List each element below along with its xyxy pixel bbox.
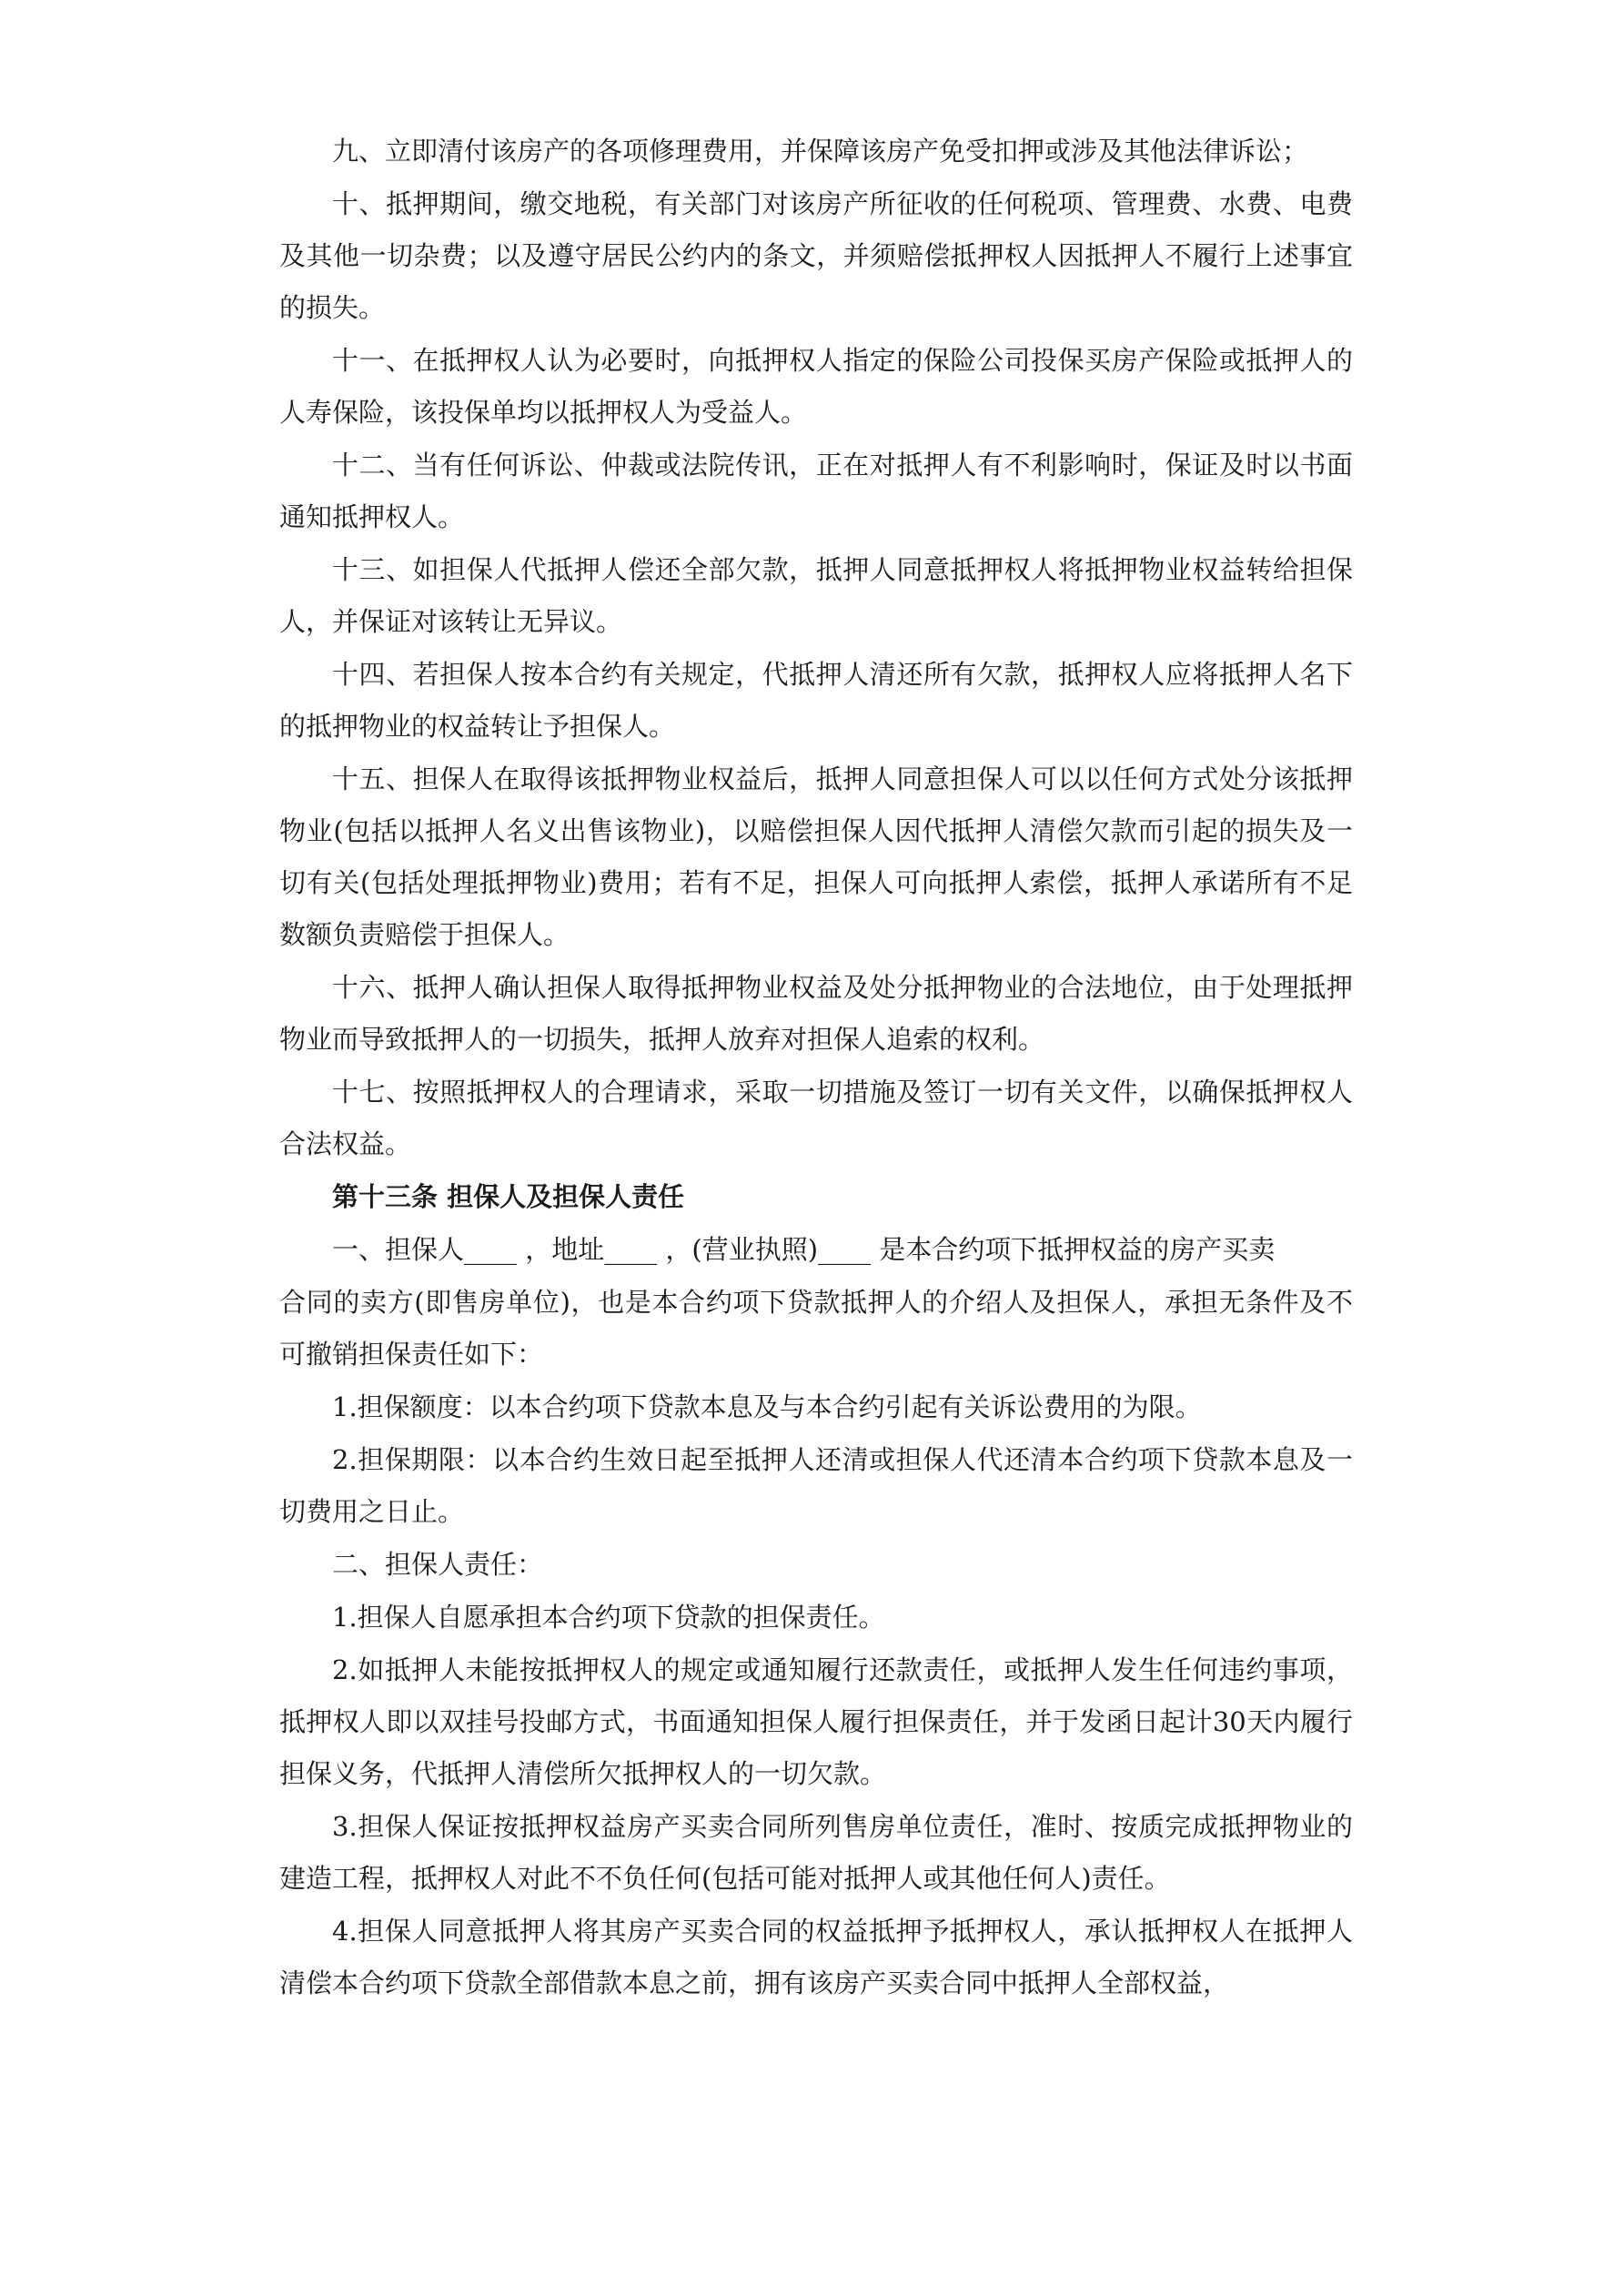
guarantor-responsibility-heading: 二、担保人责任： <box>332 1549 544 1580</box>
paragraph-item-15: 十五、担保人在取得该抵押物业权益后，抵押人同意担保人可以以任何方式处分该抵押物业(包括以抵押人名义出售该物业)，以赔偿担保人因代抵押人清偿欠款而引起的损失及一切有关(包括处理抵押物业)费用；若有不足，担保人可向抵押人索偿，抵押人承诺所有不足数额负责赔偿于担保人。 <box>279 764 1353 950</box>
paragraph-item-10: 十、抵押期间，缴交地税，有关部门对该房产所征收的任何税项、管理费、水费、电费及其他一切杂费；以及遵守居民公约内的条文，并须赔偿抵押权人因抵押人不履行上述事宜的损失。 <box>279 188 1353 323</box>
guarantee-amount-item: 1.担保额度：以本合约项下贷款本息及与本合约引起有关诉讼费用的为限。 <box>332 1391 1202 1422</box>
paragraph-item-12: 十二、当有任何诉讼、仲裁或法院传讯，正在对抵押人有不利影响时，保证及时以书面通知抵押权人。 <box>279 450 1353 532</box>
paragraph-item-9: 九、立即清付该房产的各项修理费用，并保障该房产免受扣押或涉及其他法律诉讼； <box>332 136 1309 167</box>
section-heading-article-13: 第十三条 担保人及担保人责任 <box>332 1181 685 1212</box>
responsibility-item-4: 4.担保人同意抵押人将其房产买卖合同的权益抵押予抵押权人，承认抵押权人在抵押人清偿本合约项下贷款全部借款本息之前，拥有该房产买卖合同中抵押人全部权益， <box>279 1916 1353 1998</box>
document-body <box>279 126 1353 2010</box>
paragraph-item-17: 十七、按照抵押权人的合理请求，采取一切措施及签订一切有关文件，以确保抵押权人合法权益。 <box>279 1077 1353 1159</box>
paragraph-item-11: 十一、在抵押权人认为必要时，向抵押权人指定的保险公司投保买房产保险或抵押人的人寿保险，该投保单均以抵押权人为受益人。 <box>279 345 1353 428</box>
responsibility-item-1: 1.担保人自愿承担本合约项下贷款的担保责任。 <box>332 1602 885 1633</box>
paragraph-item-14: 十四、若担保人按本合约有关规定，代抵押人清还所有欠款，抵押权人应将抵押人名下的抵押物业的权益转让予担保人。 <box>279 659 1353 742</box>
responsibility-item-3: 3.担保人保证按抵押权益房产买卖合同所列售房单位责任，准时、按质完成抵押物业的建造工程，抵押权人对此不不负任何(包括可能对抵押人或其他任何人)责任。 <box>279 1811 1353 1894</box>
paragraph-item-16: 十六、抵押人确认担保人取得抵押物业权益及处分抵押物业的合法地位，由于处理抵押物业而导致抵押人的一切损失，抵押人放弃对担保人追索的权利。 <box>279 972 1353 1055</box>
guarantor-clause-first-line: 一、担保人____ ，地址____ ，(营业执照)____ 是本合约项下抵押权益的房产买卖 <box>332 1234 1276 1265</box>
paragraph-item-13: 十三、如担保人代抵押人偿还全部欠款，抵押人同意抵押权人将抵押物业权益转给担保人，并保证对该转让无异议。 <box>279 554 1353 637</box>
guarantee-period-item: 2.担保期限：以本合约生效日起至抵押人还清或担保人代还清本合约项下贷款本息及一切费用之日止。 <box>279 1444 1353 1527</box>
responsibility-item-2: 2.如抵押人未能按抵押权人的规定或通知履行还款责任，或抵押人发生任何违约事项，抵押权人即以双挂号投邮方式，书面通知担保人履行担保责任，并于发函日起计30天内履行担保义务，代抵押人清偿所欠抵押权人的一切欠款。 <box>279 1654 1353 1789</box>
guarantor-clause-continuation: 合同的卖方(即售房单位)，也是本合约项下贷款抵押人的介绍人及担保人，承担无条件及不可撤销担保责任如下： <box>279 1287 1353 1370</box>
